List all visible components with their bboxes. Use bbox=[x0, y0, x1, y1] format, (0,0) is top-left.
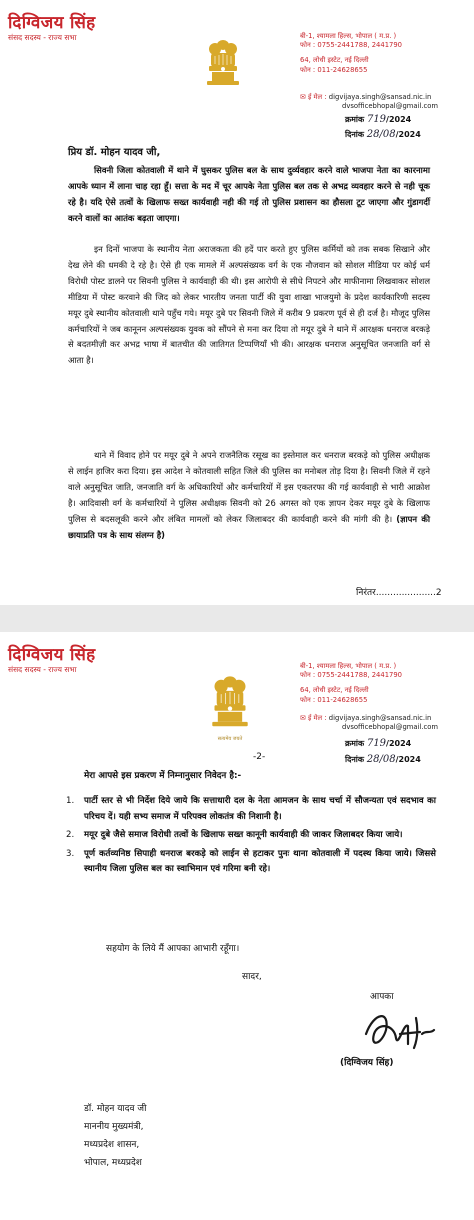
phone-delhi: फोन : 011-24628655 bbox=[300, 65, 368, 74]
enclosure-note: (ज्ञापन की छायाप्रति पत्र के साथ संलग्न है) bbox=[68, 513, 430, 540]
email-secondary: dvsofficebhopal@gmail.com bbox=[342, 102, 439, 111]
letterhead-email bbox=[300, 714, 438, 732]
mail-icon: ✉ bbox=[300, 93, 306, 101]
emblem-icon bbox=[203, 36, 243, 92]
recipient-name: डॉ. मोहन यादव जी bbox=[84, 1104, 147, 1114]
paragraph-2: इन दिनों भाजपा के स्थानीय नेता अराजकता की हदें पार करते हुए पुलिस कर्मियों को तक सबक सिखाने और देख लेने की धमकी दे रहे है। ऐसे ही एक मामले में अल्पसंख्यक वर्ग के एक नौजवान को सोशल मीडिया पर कोई धर्म विरोधी पोस्ट डालने पर सिवनी पुलिस ने कार्यवाही की थी। इस आरोपी से सीधे निपटने और माफीनामा लिखवाकर सोशल मीडिया में पोस्ट करवाने की जिद को लेकर भारतीय जनता पार्टी की युवा शाखा भाजयुमो के प्रदेश कार्यकारिणी सदस्य मयूर दुबे स्थानीय कोतवाली थाने पहुँच गये। मयूर दुबे पर सिवनी जिले में करीब 9 प्रकरण पूर्व से ही दर्ज है। मौजूद पुलिस कर्मचारियों ने जब कानूनन अल्पसंख्यक युवक को सौंपने से मना कर दिया तो मयूर दुबे ने थाने में आरक्षक धनराज बरकड़े से बदतमीज़ी कर अभद्र भाषा में बातचीत की जातिगत टिप्पणियाँ भी की। आरक्षक धनराज अनुसूचित जनजाति वर्ग से आता है। bbox=[68, 244, 430, 366]
address-bhopal: बी-1, श्यामला हिल्स, भोपाल ( म.प्र. ) bbox=[300, 32, 397, 40]
request-intro: मेरा आपसे इस प्रकरण में निम्नानुसार निवेदन है:- bbox=[84, 771, 242, 781]
reference-date bbox=[345, 754, 421, 765]
recipient-designation: माननीय मुख्यमंत्री, bbox=[84, 1122, 144, 1132]
recipient-office: मध्यप्रदेश शासन, bbox=[84, 1140, 140, 1150]
letter-page-1 bbox=[0, 0, 474, 605]
closing-aapka: आपका bbox=[370, 992, 394, 1002]
paragraph-1: सिवनी जिला कोतवाली में थाने में घुसकर पुलिस बल के साथ दुर्व्यवहार करने वाले भाजपा नेता का कारनामा आपके ध्यान में लाना चाह रहा हूँ। सत्ता के मद में चूर आपके नेता पुलिस बल तक से अभद्र व्यवहार करने से नही चूक रहे है। यदि ऐसे तत्वों के खिलाफ सख्त कार्यवाही नही की गई तो पुलिस प्रशासन का हौसला टूट जाएगा और गुंडागर्दी करने वालों का आतंक बढ़ता जाएगा। bbox=[68, 165, 430, 223]
reference-date-value: 28/08 bbox=[366, 754, 396, 765]
reference-number bbox=[345, 114, 411, 125]
address-bhopal: बी-1, श्यामला हिल्स, भोपाल ( म.प्र. ) bbox=[300, 662, 397, 670]
signature-icon bbox=[360, 1004, 440, 1056]
reference-date-year: /2024 bbox=[395, 130, 421, 139]
reference-number-value: 719 bbox=[366, 114, 387, 125]
reference-date-label: दिनांक bbox=[345, 130, 364, 139]
request-list bbox=[64, 794, 436, 881]
reference-number-label: क्रमांक bbox=[345, 739, 365, 748]
sender-designation: संसद सदस्य - राज्य सभा bbox=[8, 33, 77, 42]
recipient-location: भोपाल, मध्यप्रदेश bbox=[84, 1158, 142, 1168]
thanks-line: सहयोग के लिये मैं आपका आभारी रहूँगा। bbox=[106, 944, 240, 954]
letterhead-email bbox=[300, 93, 438, 111]
reference-date bbox=[345, 129, 421, 140]
emblem-caption: सत्यमेव जयते bbox=[217, 736, 243, 742]
email-primary: digvijaya.singh@sansad.nic.in bbox=[328, 93, 432, 101]
reference-date-value: 28/08 bbox=[366, 129, 396, 140]
page-number: -2- bbox=[253, 752, 266, 762]
reference-number bbox=[345, 738, 411, 749]
emblem-icon bbox=[207, 672, 253, 734]
email-secondary: dvsofficebhopal@gmail.com bbox=[342, 723, 439, 732]
email-primary: digvijaya.singh@sansad.nic.in bbox=[328, 714, 432, 722]
sender-name: दिग्विजय सिंह bbox=[8, 645, 96, 665]
letterhead-addresses bbox=[300, 32, 402, 75]
sender-designation: संसद सदस्य - राज्य सभा bbox=[8, 665, 77, 674]
closing-sadar: सादर, bbox=[242, 972, 262, 982]
salutation: प्रिय डॉ. मोहन यादव जी, bbox=[68, 147, 161, 158]
reference-date-label: दिनांक bbox=[345, 755, 364, 764]
reference-number-value: 719 bbox=[366, 738, 387, 749]
email-label: ई मेल : bbox=[308, 714, 327, 722]
letterhead-addresses bbox=[300, 662, 402, 705]
sender-name: दिग्विजय सिंह bbox=[8, 13, 96, 33]
mail-icon: ✉ bbox=[300, 714, 306, 722]
phone-bhopal: फोन : 0755-2441788, 2441790 bbox=[300, 41, 402, 50]
list-item: 3. पूर्ण कर्तव्यनिष्ठ सिपाही धनराज बरकड़े को लाईन से हटाकर पुनः थाना कोतवाली में पदस्थ किया जाये। जिससे स्थानीय जिला पुलिस बल का स्वाभिमान एवं गरिमा बनी रहे। bbox=[66, 848, 436, 875]
list-item: 1. पार्टी स्तर से भी निर्देश दिये जाये कि सत्ताधारी दल के नेता आमजन के साथ चर्चा में सौजन्यता एवं सदभाव का परिचय दें। यही सभ्य समाज में परिपक्व लोकतंत्र की निशानी है। bbox=[66, 796, 436, 822]
list-item: 2. मयूर दुबे जैसे समाज विरोधी तत्वों के खिलाफ सख्त कानूनी कार्यवाही की जाकर जिलाबदर किया जाये। bbox=[66, 830, 403, 841]
paragraph-3: थाने में विवाद होने पर मयूर दुबे ने अपने राजनैतिक रसूख का इस्तेमाल कर धनराज बरकड़े को पुलिस अधीक्षक से लाईन हाजिर करा दिया। इस आदेश ने कोतवाली सहित जिले की पुलिस का मनोबल तोड़ दिया है। सिवनी जिले में रहने वाले अनुसूचित जाति, जनजाति वर्ग के अधिकारियों और कर्मचारियों में इस एकतरफा की गई कार्यवाही से भारी आक्रोश है। आदिवासी वर्ग के कर्मचारियों ने पुलिस अधीक्षक सिवनी को 26 अगस्त को एक ज्ञापन देकर मयूर दुबे के खिलाफ पुलिस से बदसलूकी करने और लंबित मामलों को लेकर जिलाबदर की कार्यवाही करने की मांगी की है। (ज्ञापन की छायाप्रति पत्र के साथ संलग्न है) bbox=[68, 450, 430, 540]
address-delhi: 64, लोधी इस्टेट, नई दिल्ली bbox=[300, 686, 369, 695]
continued-marker: निरंतर.....................2 bbox=[356, 588, 442, 598]
email-label: ई मेल : bbox=[308, 93, 327, 101]
reference-date-year: /2024 bbox=[395, 755, 421, 764]
letter-page-2 bbox=[0, 632, 474, 1220]
phone-delhi: फोन : 011-24628655 bbox=[300, 695, 368, 704]
phone-bhopal: फोन : 0755-2441788, 2441790 bbox=[300, 671, 402, 680]
address-delhi: 64, लोधी इस्टेट, नई दिल्ली bbox=[300, 56, 369, 65]
reference-number-year: /2024 bbox=[386, 739, 412, 748]
recipient-block bbox=[84, 1100, 146, 1172]
signatory-name: (दिग्विजय सिंह) bbox=[340, 1058, 394, 1068]
reference-number-year: /2024 bbox=[386, 115, 412, 124]
reference-number-label: क्रमांक bbox=[345, 115, 365, 124]
